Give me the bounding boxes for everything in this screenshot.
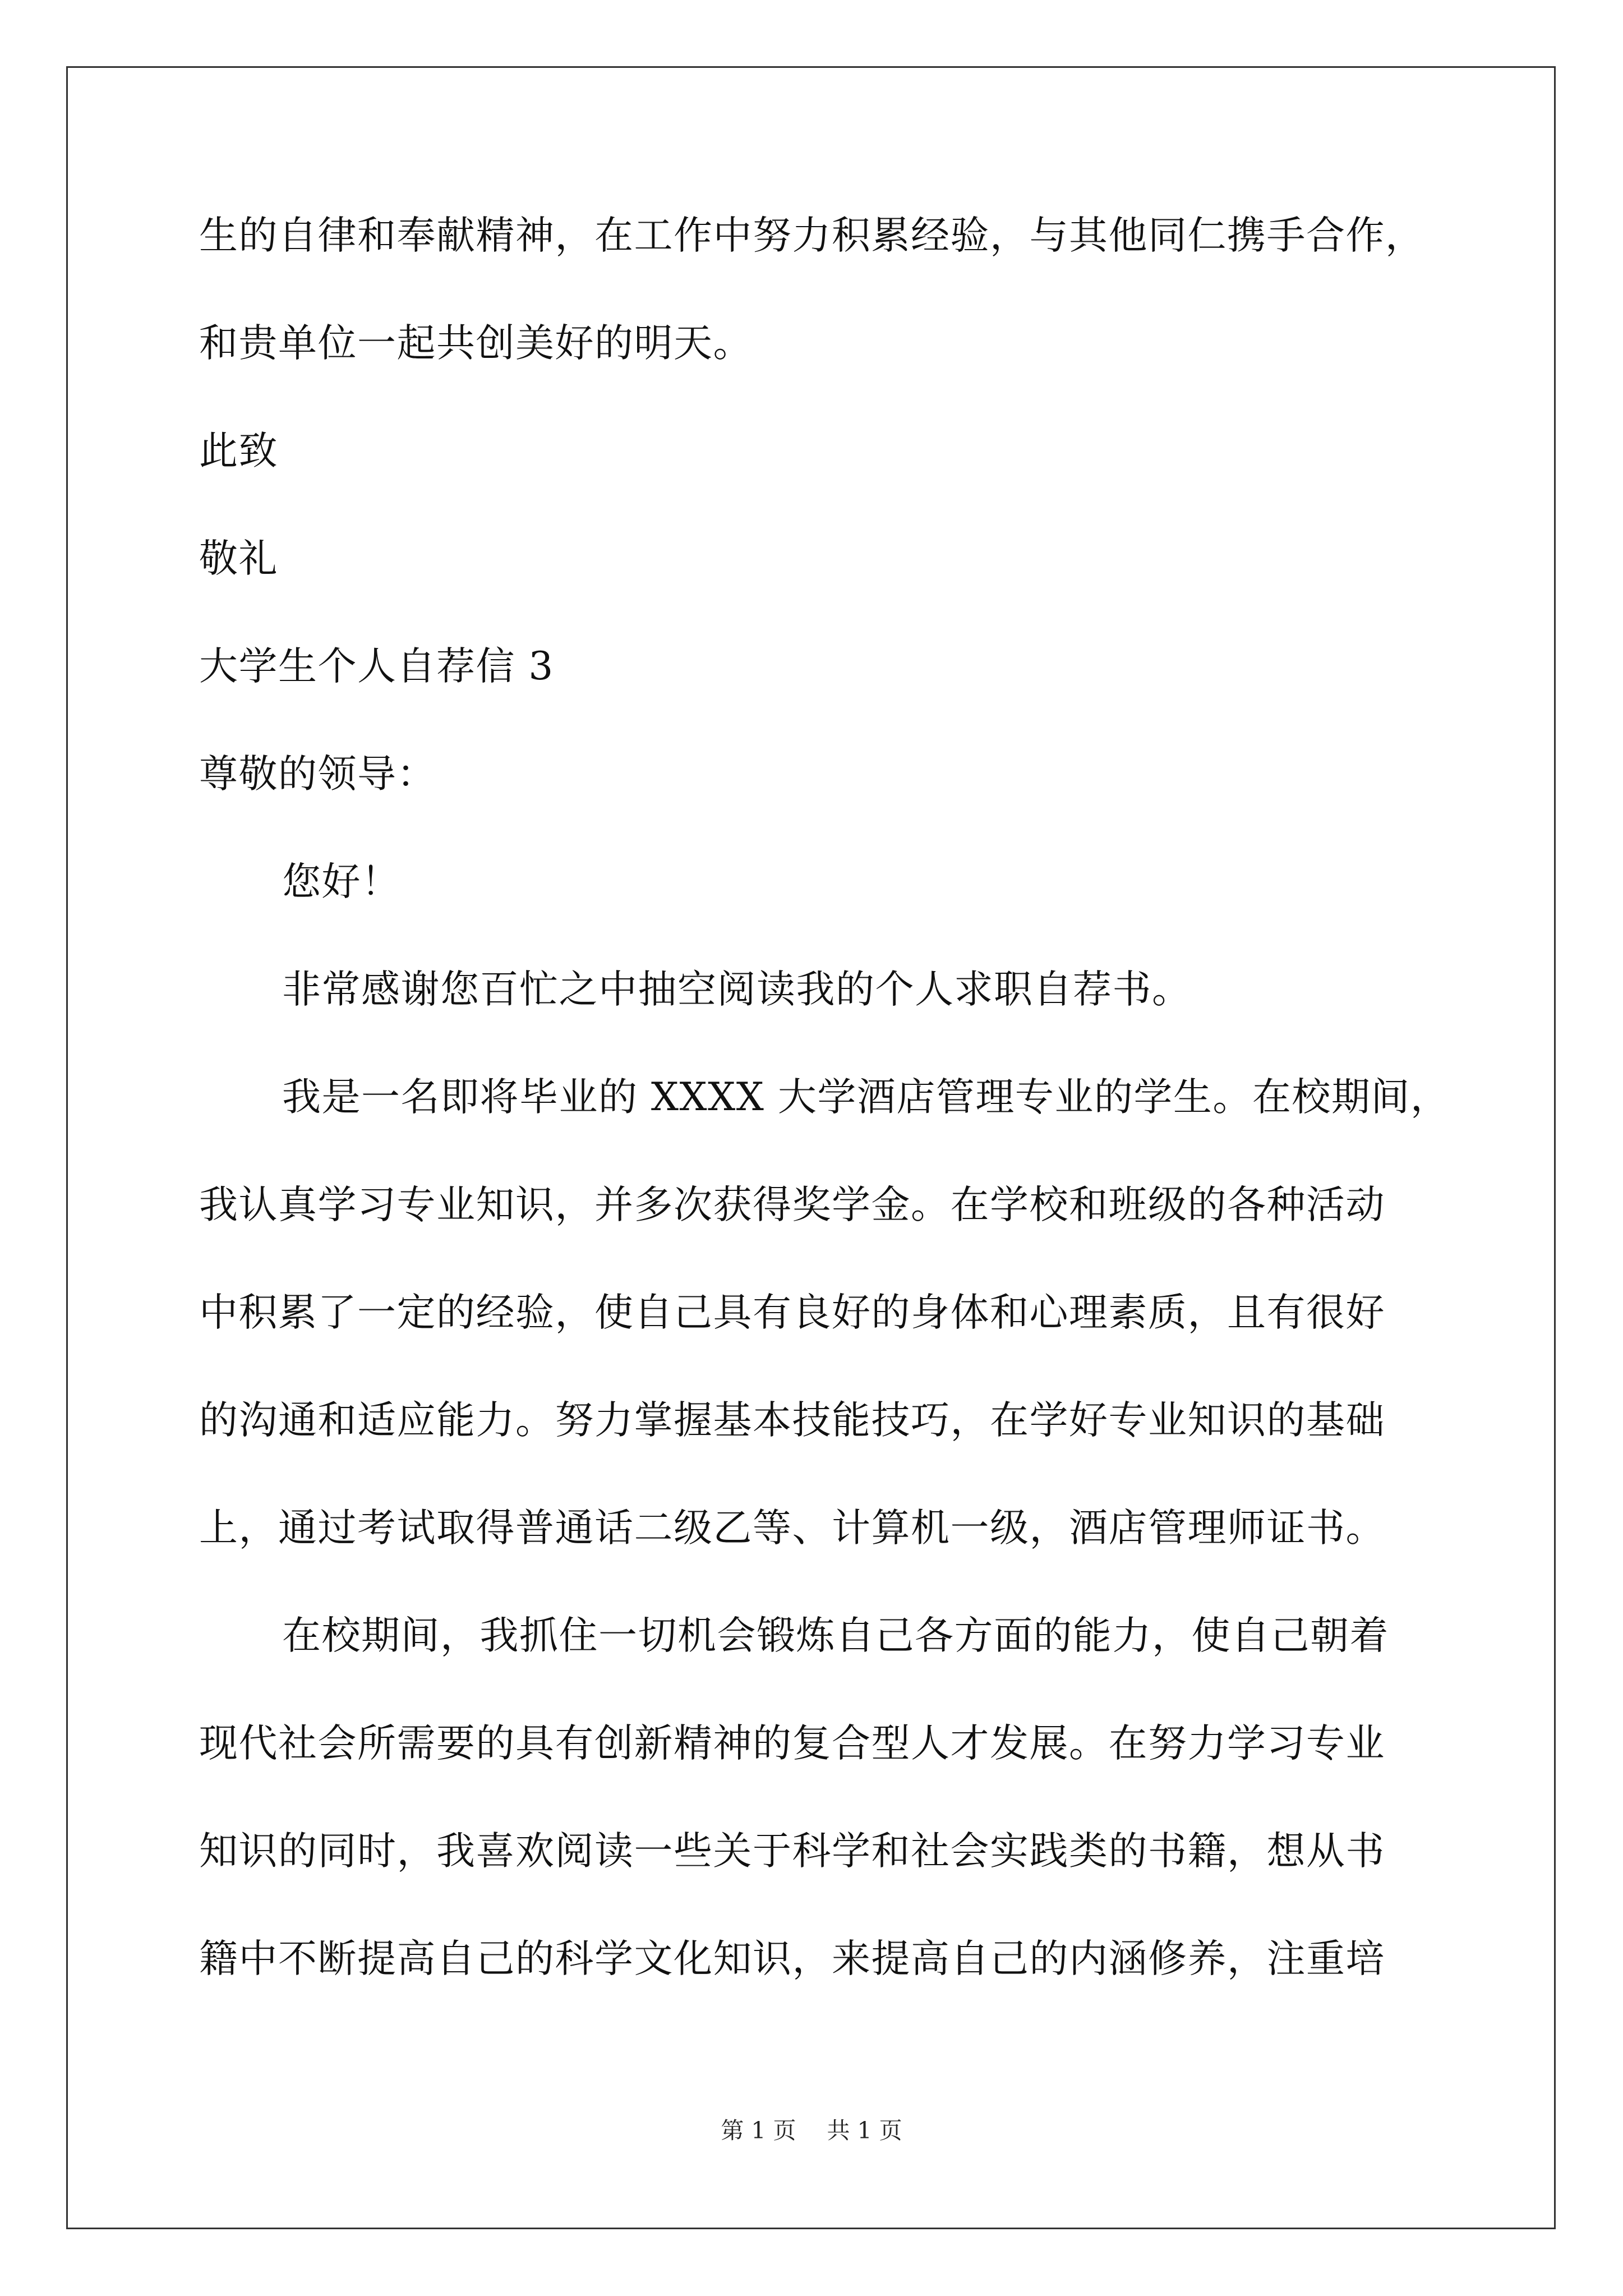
page-number-current: 第 1 页: [721, 2117, 796, 2144]
closing-salutation: 此致: [199, 429, 278, 473]
paragraph-intro-line-3: 中积累了一定的经验，使自己具有良好的身体和心理素质，且有很好: [199, 1290, 1385, 1335]
text-line-2: 和贵单位一起共创美好的明天。: [199, 321, 753, 366]
paragraph-intro-line-4: 的沟通和适应能力。努力掌握基本技能技巧，在学好专业知识的基础: [199, 1398, 1385, 1443]
letter-title: 大学生个人自荐信 3: [199, 644, 554, 689]
page-footer: [0, 2112, 1623, 2145]
paragraph-ability-line-3: 知识的同时，我喜欢阅读一些关于科学和社会实践类的书籍，想从书: [199, 1829, 1385, 1874]
paragraph-thanks: 非常感谢您百忙之中抽空阅读我的个人求职自荐书。: [282, 967, 1192, 1012]
paragraph-ability-line-4: 籍中不断提高自己的科学文化知识，来提高自己的内涵修养，注重培: [199, 1936, 1385, 1981]
text-line-1: 生的自律和奉献精神，在工作中努力积累经验，与其他同仁携手合作，: [199, 213, 1425, 258]
closing-regards: 敬礼: [199, 536, 278, 581]
document-body: [199, 208, 1450, 2039]
paragraph-ability-line-1: 在校期间，我抓住一切机会锻炼自己各方面的能力，使自己朝着: [282, 1613, 1389, 1658]
letter-greeting: 尊敬的领导：: [199, 752, 436, 797]
greeting-hello: 您好！: [282, 859, 401, 904]
paragraph-ability-line-2: 现代社会所需要的具有创新精神的复合型人才发展。在努力学习专业: [199, 1721, 1385, 1766]
page-number-total: 共 1 页: [827, 2117, 902, 2144]
paragraph-intro-line-2: 我认真学习专业知识，并多次获得奖学金。在学校和班级的各种活动: [199, 1182, 1385, 1227]
paragraph-intro-line-1: 我是一名即将毕业的 XXXX 大学酒店管理专业的学生。在校期间，: [282, 1075, 1450, 1120]
paragraph-intro-line-5: 上，通过考试取得普通话二级乙等、计算机一级，酒店管理师证书。: [199, 1506, 1385, 1550]
